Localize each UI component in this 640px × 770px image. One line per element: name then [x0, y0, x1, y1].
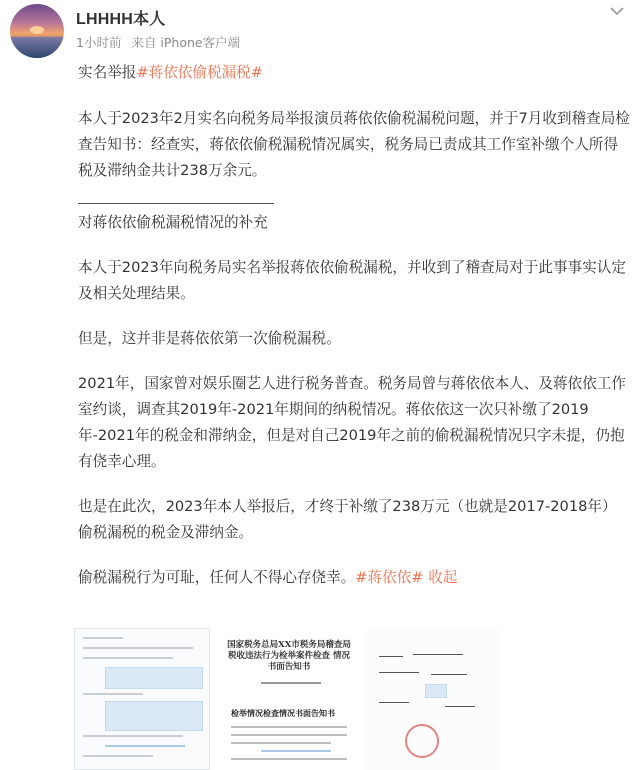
- closing-text: 偷税漏税行为可耻，任何人不得心存侥幸。: [78, 569, 356, 586]
- doc-line: [83, 693, 143, 695]
- highlight-line: [105, 745, 185, 747]
- highlight-line: [261, 750, 331, 752]
- paragraph-6: 2021年，国家曾对娱乐圈艺人进行税务普查。税务局曾与蒋依依本人、及蒋依依工作室约谈，调查其2019年-2021年期间的纳税情况。蒋依依这一次只补缴了2019年-2021年的税金和滞纳金，但是对自己2019年之前的偷税漏税情况只字未提，仍抱有侥幸心理。: [78, 375, 626, 470]
- topic-link-2[interactable]: #蒋依依#: [355, 569, 424, 586]
- handwriting: [445, 706, 475, 707]
- doc-line: [83, 637, 123, 639]
- paragraph-7: 也是在此次，2023年本人举报后，才终于补缴了238万元（也就是2017-2018年）偷税漏税的税金及滞纳金。: [78, 498, 617, 541]
- doc-line: [231, 742, 331, 744]
- collapse-link[interactable]: 收起: [428, 569, 458, 586]
- highlight-box: [105, 667, 203, 689]
- image-grid: [74, 628, 634, 770]
- paragraph-1: [78, 60, 630, 86]
- paragraph-3: 对蒋依依偷税漏税情况的补充: [78, 214, 268, 231]
- handwriting: [413, 654, 463, 655]
- highlight-box: [425, 684, 447, 698]
- handwriting: [379, 656, 403, 657]
- handwriting: [379, 702, 409, 703]
- notice-title: 国家税务总局XX市税务局稽查局 税收违法行为检举案件检查 情况书面告知书: [227, 640, 351, 672]
- post-time: 1小时前: [76, 35, 122, 50]
- handwriting: [379, 672, 419, 673]
- avatar-sun: [30, 26, 44, 34]
- notice-heading: 检举情况检查情况书面告知书: [231, 708, 335, 718]
- highlight-box: [105, 701, 203, 731]
- divider: [78, 203, 274, 204]
- handwriting: [431, 674, 467, 675]
- username[interactable]: LHHHH本人: [76, 11, 166, 28]
- doc-line: [231, 758, 347, 760]
- paragraph-8: [78, 565, 630, 591]
- doc-line: [231, 726, 347, 728]
- report-label: 实名举报: [78, 64, 137, 81]
- topic-link[interactable]: #蒋依依偷税漏税#: [136, 64, 264, 81]
- avatar-sea: [10, 37, 64, 58]
- doc-line: [83, 647, 193, 649]
- paragraph-4: 本人于2023年向税务局实名举报蒋依依偷税漏税，并收到了稽查局对于此事事实认定及相关处理结果。: [78, 259, 626, 302]
- red-seal: [405, 724, 439, 758]
- doc-line: [83, 657, 173, 659]
- chevron-down-icon[interactable]: [606, 2, 628, 20]
- post-content: [78, 58, 630, 591]
- post-header: [0, 0, 640, 60]
- image-thumbnail-2[interactable]: [221, 628, 357, 770]
- paragraph-2: 本人于2023年2月实名向税务局举报演员蒋依依偷税漏税问题，并于7月收到稽查局检查告知书：经查实，蒋依依偷税漏税情况属实，税务局已责成其工作室补缴个人所得税及滞纳金共计238万余元。: [78, 110, 630, 179]
- image-thumbnail-3[interactable]: [365, 628, 501, 770]
- doc-line: [83, 755, 153, 757]
- post-meta: [76, 33, 246, 51]
- post-source[interactable]: 来自 iPhone客户端: [131, 35, 241, 50]
- doc-line: [83, 735, 183, 737]
- doc-line: [231, 734, 347, 736]
- avatar[interactable]: [10, 4, 64, 58]
- paragraph-5: 但是，这并非是蒋依依第一次偷税漏税。: [78, 330, 341, 347]
- doc-line: [261, 682, 321, 684]
- image-thumbnail-1[interactable]: [74, 628, 210, 770]
